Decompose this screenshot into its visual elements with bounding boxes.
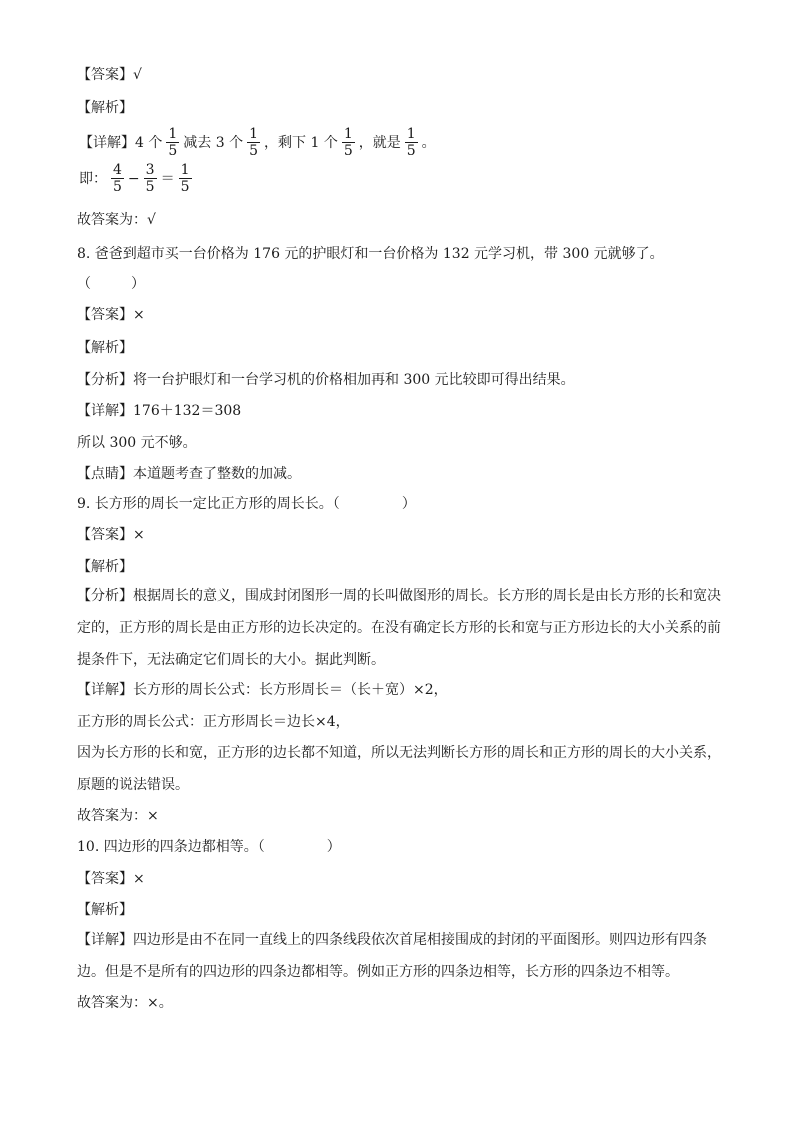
q9-question-text: 9. 长方形的周长一定比正方形的周长长。（ [77, 496, 340, 512]
q8-question: 8. 爸爸到超市买一台价格为 176 元的护眼灯和一台价格为 132 元学习机，带 300 元就够了。 [77, 246, 664, 262]
fraction: $\frac{1}{5}$ [343, 126, 353, 159]
q9-detail-3: 因为长方形的长和宽，正方形的边长都不知道，所以无法判断长方形的周长和正方形的周长的大小关系， [77, 745, 721, 761]
fraction: $\frac{4}{5}$ [113, 162, 122, 195]
q8-comment: 【点睛】本道题考查了整数的加减。 [77, 466, 301, 482]
q8-analysis: 【分析】将一台护眼灯和一台学习机的价格相加再和 300 元比较即可得出结果。 [77, 372, 575, 388]
minus-sign: − [127, 170, 140, 187]
q8-detail: 【详解】176＋132＝308 [77, 403, 242, 419]
q7-equation [77, 162, 194, 195]
q9-conclusion: 故答案为：× [77, 808, 159, 824]
fraction: $\frac{3}{5}$ [145, 162, 155, 195]
q10-conclusion: 故答案为：×。 [77, 995, 173, 1011]
q9-detail-1: 【详解】长方形的周长公式：长方形周长＝（长＋宽）×2， [77, 682, 448, 698]
q9-detail-4: 原题的说法错误。 [77, 777, 189, 793]
q9-answer: 【答案】× [77, 527, 145, 543]
paren-close: ） [131, 276, 145, 292]
equation-prefix: 即： [79, 170, 107, 187]
q10-question-text: 10. 四边形的四条边都相等。（ [77, 839, 265, 855]
q8-answer-paren [77, 274, 145, 294]
q7-detail-mid2: ，剩下 1 个 [264, 134, 338, 151]
fraction: $\frac{1}{5}$ [168, 126, 178, 159]
q10-question [77, 837, 341, 857]
q7-detail [77, 126, 438, 159]
q7-detail-mid3: ，就是 [358, 134, 401, 151]
paren-close: ） [326, 839, 341, 855]
q8-detail-2: 所以 300 元不够。 [77, 435, 197, 451]
q7-conclusion: 故答案为：√ [77, 212, 156, 228]
fraction: $\frac{1}{5}$ [406, 126, 416, 159]
q10-analysis-head: 【解析】 [77, 902, 133, 918]
paren-close: ） [401, 496, 416, 512]
q9-analysis-head: 【解析】 [77, 559, 133, 575]
q10-answer: 【答案】× [77, 871, 145, 887]
q9-question [77, 494, 416, 514]
fraction: $\frac{1}{5}$ [249, 126, 259, 159]
q9-analysis: 【分析】根据周长的意义，围成封闭图形一周的长叫做图形的周长。长方形的周长是由长方形的长和宽决定的，正方形的周长是由正方形的边长决定的。在没有确定长方形的长和宽与正方形边长的大小关系的前提条件下，无法确定它们周长的大小。据此判断。 [77, 588, 721, 668]
paren-open: （ [77, 276, 91, 292]
equals-sign: ＝ [160, 170, 175, 187]
q9-detail-2: 正方形的周长公式：正方形周长＝边长×4， [77, 714, 350, 730]
q7-analysis-head: 【解析】 [77, 100, 133, 116]
q7-detail-end: 。 [421, 134, 436, 151]
q10-detail: 【详解】四边形是由不在同一直线上的四条线段依次首尾相接围成的封闭的平面图形。则四边形有四条边。但是不是所有的四边形的四条边都相等。例如正方形的四条边相等，长方形的四条边不相等。 [77, 932, 707, 980]
q7-detail-prefix: 【详解】4 个 [79, 134, 163, 151]
q8-analysis-head: 【解析】 [77, 340, 133, 356]
fraction: $\frac{1}{5}$ [180, 162, 190, 195]
q7-answer: 【答案】√ [77, 67, 142, 83]
q8-answer: 【答案】× [77, 307, 145, 323]
q7-detail-mid1: 减去 3 个 [183, 134, 244, 151]
